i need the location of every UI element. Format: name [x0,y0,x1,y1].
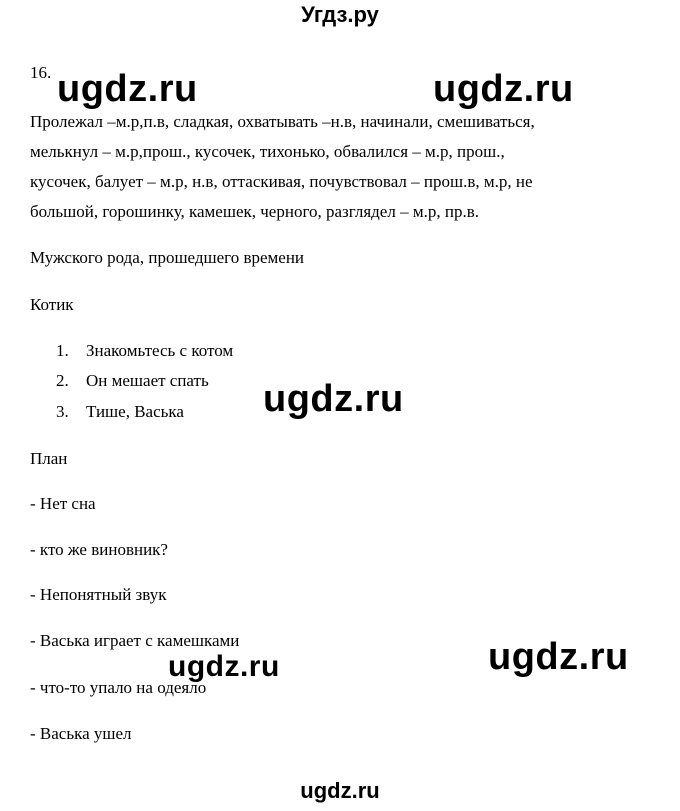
plan-item: - Нет сна [30,494,96,513]
list-item-text: Знакомьтесь с котом [86,341,234,360]
list-item-text: Тише, Васька [86,402,184,421]
paragraph-line: мелькнул – м.р,прош., кусочек, тихонько, обвалился – м.р, прош., [30,142,505,161]
paragraph-line: большой, горошинку, камешек, черного, разглядел – м.р, пр.в. [30,202,479,221]
list-item-number: 1. [56,341,69,360]
watermark-logo: ugdz.ru [168,650,280,683]
list-item-number: 2. [56,371,69,390]
exercise-number: 16. [30,63,52,82]
list-item [56,341,233,361]
watermark-logo: ugdz.ru [433,68,574,110]
site-footer-watermark: ugdz.ru [300,778,380,803]
plan-item: - Непонятный звук [30,585,167,604]
plan-item: - что-то упало на одеяло [30,678,207,697]
list-item-number: 3. [56,402,69,421]
watermark-logo: ugdz.ru [263,378,404,420]
plan-item: - кто же виновник? [30,540,168,559]
watermark-logo: ugdz.ru [57,68,198,110]
paragraph-line: Пролежал –м.р,п.в, сладкая, охватывать –н.в, начинали, смешиваться, [30,112,535,131]
list-item [56,371,209,391]
site-header: Угдз.ру [301,2,379,27]
story-title: Котик [30,295,74,314]
list-item [56,402,184,422]
plan-item: - Васька играет с камешками [30,631,240,650]
watermark-logo: ugdz.ru [488,636,629,678]
plan-title: План [30,449,68,468]
list-item-text: Он мешает спать [86,371,209,390]
paragraph-line: кусочек, балует – м.р, н.в, оттаскивая, почувствовал – прош.в, м.р, не [30,172,533,191]
answer-paragraph [30,107,660,227]
gender-line: Мужского рода, прошедшего времени [30,248,305,267]
plan-item: - Васька ушел [30,724,132,743]
